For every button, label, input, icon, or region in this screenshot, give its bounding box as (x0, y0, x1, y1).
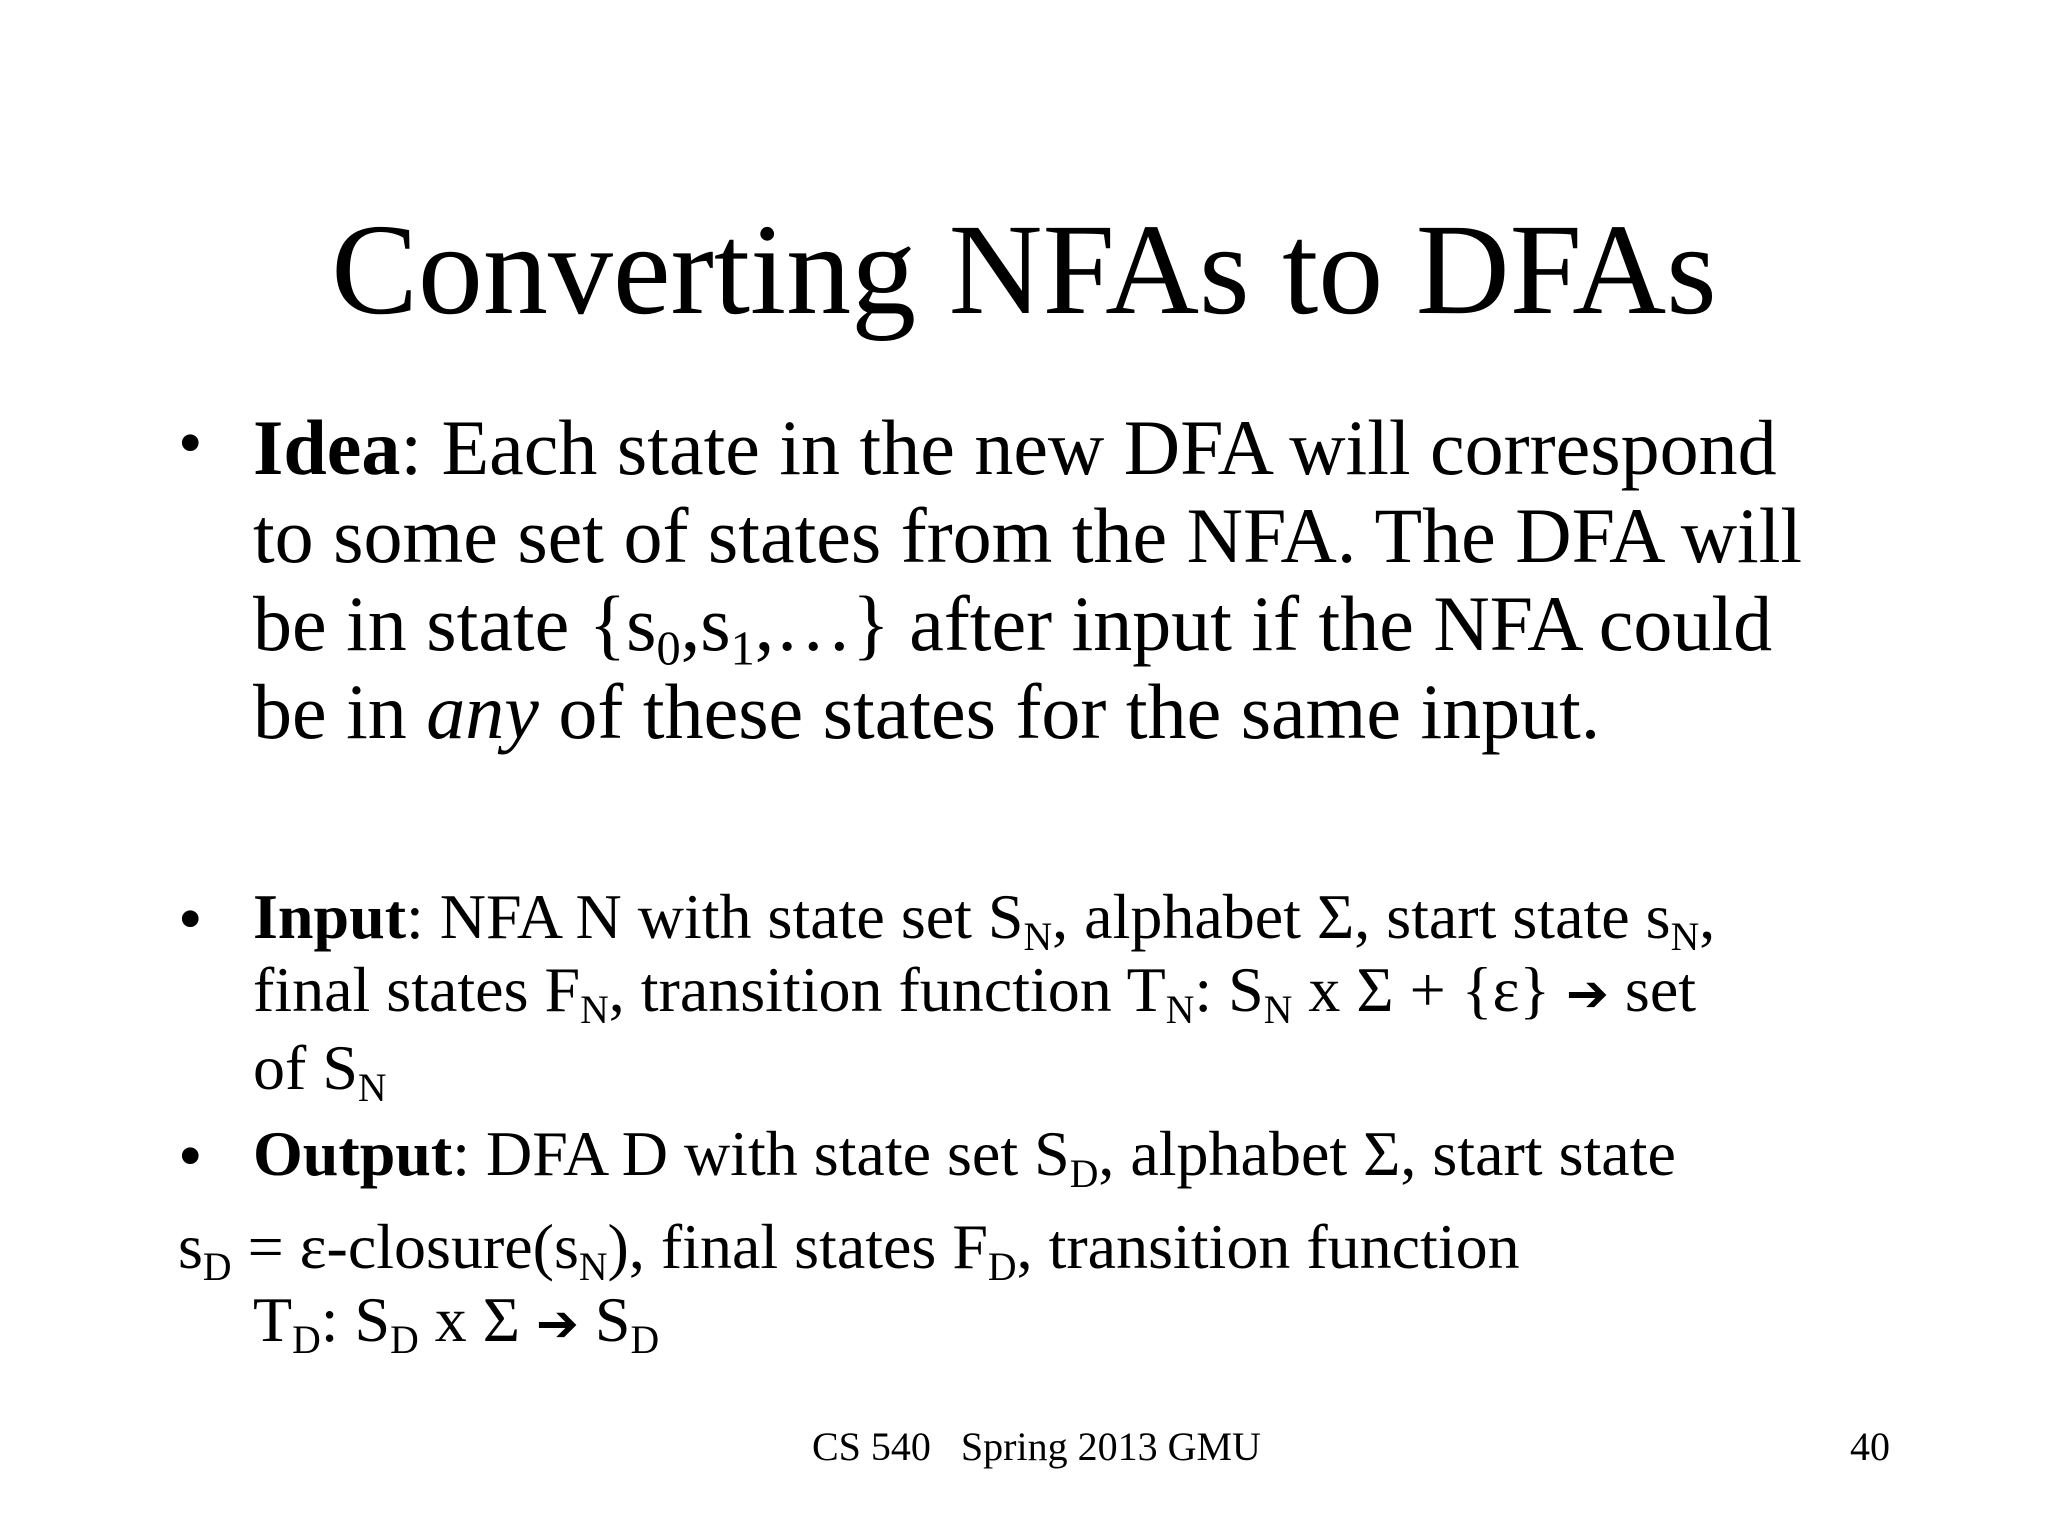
subscript: N (580, 987, 609, 1032)
subscript: D (202, 1244, 232, 1289)
idea-separator: : (400, 404, 442, 491)
input-text: of S (253, 1032, 358, 1103)
input-line-1 (253, 880, 1716, 959)
idea-line-3 (253, 580, 1802, 676)
output-text: DFA D with state set S (485, 1118, 1070, 1189)
output-text: S (578, 1284, 631, 1355)
input-line-3 (253, 1031, 1715, 1110)
idea-text-3b: ,s (680, 580, 731, 667)
slide-title: Converting NFAs to DFAs (331, 198, 1717, 342)
output-text: , alphabet Σ, start state (1098, 1118, 1676, 1189)
subscript: D (1069, 1151, 1099, 1196)
subscript: N (357, 1065, 387, 1110)
subscript: D (390, 1317, 419, 1362)
subscript: D (630, 1317, 660, 1362)
subscript: N (1023, 914, 1053, 959)
input-text: x Σ + {ε} (1292, 954, 1567, 1025)
output-label: Output (253, 1118, 453, 1189)
output-line-3 (253, 1283, 659, 1361)
output-text: x Σ (418, 1284, 537, 1355)
idea-label: Idea (253, 404, 401, 491)
subscript: D (987, 1244, 1017, 1289)
footer-course: CS 540 Spring 2013 GMU (812, 1424, 1261, 1469)
input-paragraph (253, 880, 1716, 1110)
output-text: = ε-closure(s (231, 1211, 579, 1282)
idea-text-3c: ,…} after input if the NFA could (754, 580, 1773, 667)
subscript: 1 (730, 622, 755, 676)
output-text: , transition function (1016, 1211, 1520, 1282)
subscript: 0 (656, 622, 681, 676)
idea-line-4 (253, 668, 1802, 756)
idea-text-4b: of these states for the same input. (538, 668, 1601, 755)
idea-text-1: Each state in the new DFA will correspond (441, 404, 1777, 491)
input-text: final states F (253, 954, 581, 1025)
bullet-marker: • (178, 405, 203, 482)
bullet-marker: • (178, 881, 203, 958)
slide-number: 40 (1850, 1424, 1890, 1469)
input-separator: : (406, 881, 440, 952)
idea-line-2: to some set of states from the NFA. The DFA will (253, 492, 1803, 579)
output-text: ), final states F (607, 1211, 988, 1282)
subscript: N (1165, 987, 1195, 1032)
output-text: : S (320, 1284, 391, 1355)
input-text: , (1699, 881, 1716, 952)
subscript: N (1263, 987, 1293, 1032)
output-separator: : (452, 1118, 486, 1189)
input-text: : S (1194, 954, 1264, 1025)
bullet-marker: • (178, 1118, 203, 1195)
input-label: Input (253, 881, 406, 952)
input-text: set (1608, 954, 1697, 1025)
arrow-right-icon: ➔ (1566, 964, 1609, 1024)
idea-emphasis: any (426, 668, 539, 755)
subscript: D (292, 1317, 321, 1362)
arrow-right-icon: ➔ (536, 1294, 579, 1354)
output-line-1 (253, 1117, 1676, 1196)
output-text: T (253, 1284, 293, 1355)
input-text: NFA N with state set S (439, 881, 1024, 952)
idea-line-1 (253, 404, 1802, 492)
input-line-2 (253, 953, 1715, 1031)
subscript: N (1670, 914, 1700, 959)
idea-paragraph (253, 404, 1802, 756)
input-text: , transition function T (608, 954, 1166, 1025)
idea-text-4a: be in (253, 668, 427, 755)
subscript: N (578, 1244, 608, 1289)
output-line-2 (178, 1210, 1520, 1289)
idea-text-3a: be in state {s (253, 580, 657, 667)
input-text: , alphabet Σ, start state s (1052, 881, 1671, 952)
output-text: s (178, 1211, 203, 1282)
